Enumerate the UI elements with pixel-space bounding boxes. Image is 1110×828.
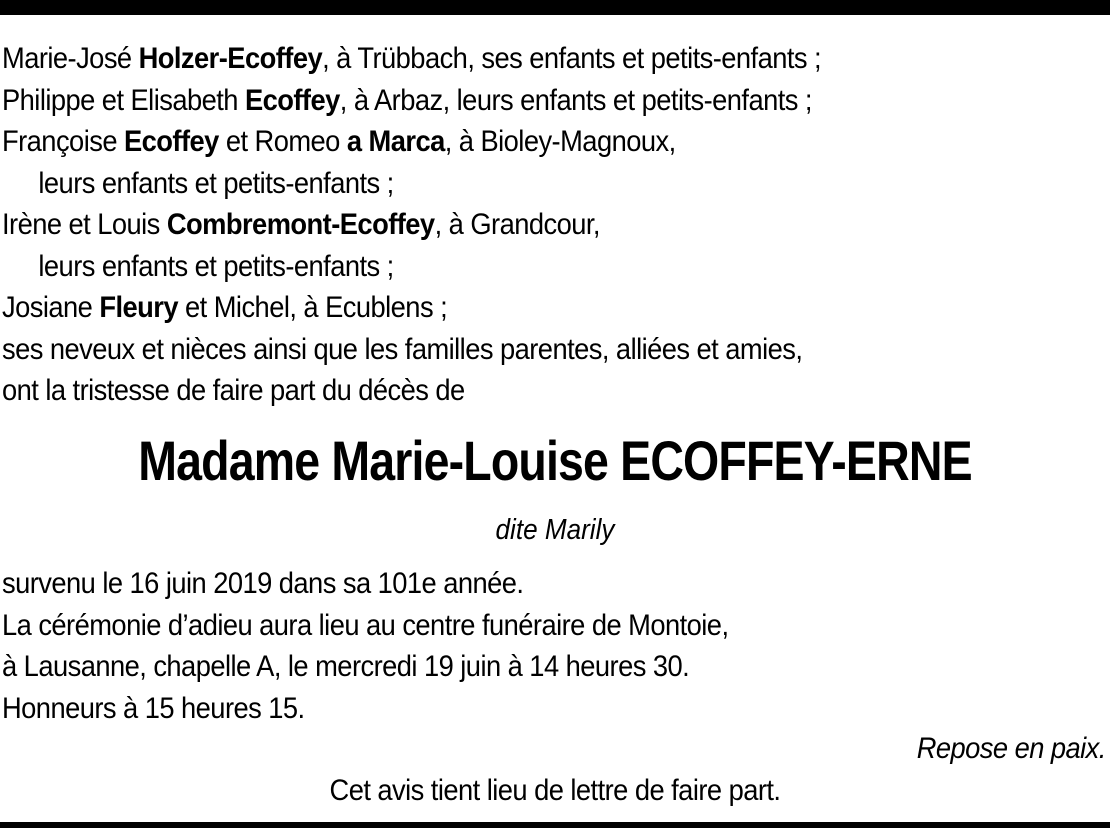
bottom-border-rule bbox=[0, 822, 1110, 828]
family-text: Marie-José bbox=[2, 42, 139, 75]
family-text: et Romeo bbox=[218, 125, 347, 158]
family-surname: Combremont-Ecoffey bbox=[166, 208, 435, 241]
nickname: dite Marily bbox=[495, 514, 615, 546]
family-text: Philippe et Elisabeth bbox=[2, 83, 245, 117]
family-line bbox=[2, 246, 1008, 288]
family-line bbox=[2, 204, 1008, 246]
detail-line: La cérémonie d’adieu aura lieu au centre funéraire de Montoie, bbox=[2, 608, 729, 642]
deceased-name: Madame Marie-Louise ECOFFEY-ERNE bbox=[138, 429, 972, 492]
family-announcement bbox=[2, 38, 1108, 412]
family-text: Françoise bbox=[2, 125, 124, 158]
top-border-rule bbox=[0, 0, 1110, 15]
family-surname: Ecoffey bbox=[244, 83, 340, 117]
family-text: leurs enfants et petits-enfants ; bbox=[38, 166, 394, 200]
family-text: , à Arbaz, leurs enfants et petits-enfants ; bbox=[339, 83, 812, 117]
detail-line: Honneurs à 15 heures 15. bbox=[2, 691, 305, 725]
family-text: , à Bioley-Magnoux, bbox=[444, 125, 676, 158]
family-text: , à Grandcour, bbox=[434, 208, 600, 241]
detail-line: survenu le 16 juin 2019 dans sa 101e année. bbox=[2, 567, 524, 600]
family-text: ses neveux et nièces ainsi que les familles parentes, alliées et amies, bbox=[2, 332, 803, 366]
family-text: Irène et Louis bbox=[2, 208, 167, 241]
family-line bbox=[2, 163, 1008, 205]
family-surname: a Marca bbox=[346, 125, 445, 158]
family-text: , à Trübbach, ses enfants et petits-enfants ; bbox=[322, 42, 822, 75]
family-line bbox=[2, 121, 1008, 163]
family-text: ont la tristesse de faire part du décès de bbox=[2, 374, 465, 407]
family-line bbox=[2, 370, 1008, 412]
notice-statement: Cet avis tient lieu de lettre de faire part. bbox=[329, 774, 781, 807]
family-line bbox=[2, 329, 1008, 371]
detail-line: à Lausanne, chapelle A, le mercredi 19 juin à 14 heures 30. bbox=[2, 650, 690, 683]
family-line bbox=[2, 80, 1008, 122]
family-surname: Fleury bbox=[99, 291, 178, 324]
family-line bbox=[2, 38, 1008, 80]
family-surname: Holzer-Ecoffey bbox=[138, 42, 323, 75]
family-text: Josiane bbox=[2, 291, 100, 324]
rest-in-peace: Repose en paix. bbox=[916, 732, 1106, 765]
family-line bbox=[2, 287, 1008, 329]
family-text: leurs enfants et petits-enfants ; bbox=[38, 249, 394, 283]
ceremony-details bbox=[2, 563, 1108, 729]
family-surname: Ecoffey bbox=[123, 125, 219, 158]
family-text: et Michel, à Ecublens ; bbox=[177, 291, 448, 324]
